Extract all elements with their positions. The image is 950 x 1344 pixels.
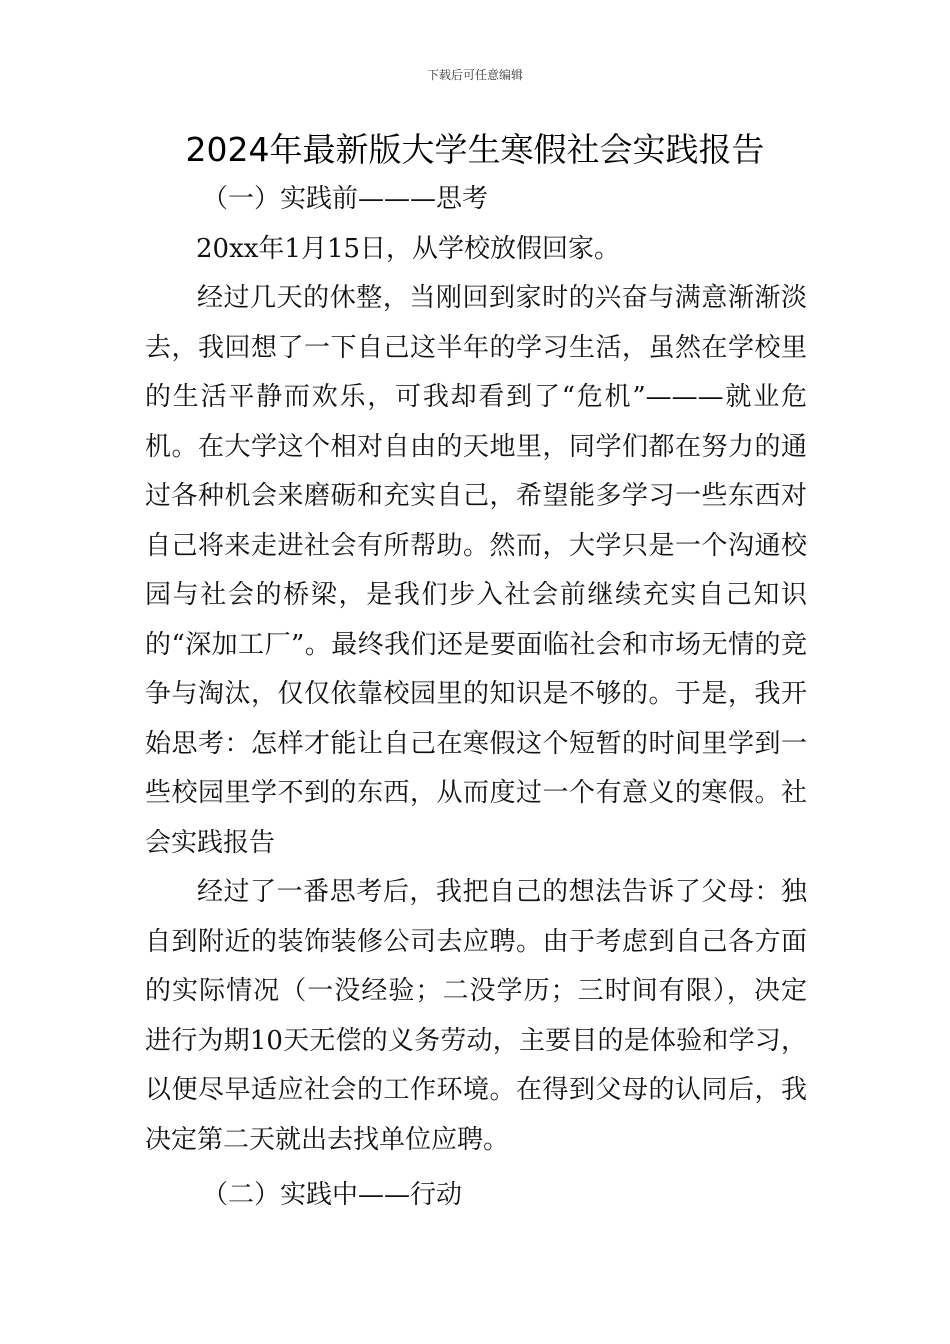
page-header-note: 下载后可任意编辑: [426, 68, 523, 82]
document-title: 2024年最新版大学生寒假社会实践报告: [185, 130, 765, 169]
section-heading-during-practice: （二）实践中——行动: [202, 1180, 463, 1210]
paragraph-decision: 经过了一番思考后，我把自己的想法告诉了父母：独自到附近的装饰装修公司去应聘。由于考虑到自己各方面的实际情况（一没经验；二没学历；三时间有限），决定进行为期10天无偿的义务劳动，主要目的是体验和学习，以便尽早适应社会的工作环境。在得到父母的认同后，我决定第二天就出去找单位应聘。: [145, 877, 807, 1155]
date-line: 20xx年1月15日，从学校放假回家。: [196, 234, 621, 264]
section-heading-before-practice: （一）实践前———思考: [202, 184, 489, 214]
paragraph-reflection: 经过几天的休整，当刚回到家时的兴奋与满意渐渐淡去，我回想了一下自己这半年的学习生活，虽然在学校里的生活平静而欢乐，可我却看到了“危机”———就业危机。在大学这个相对自由的天地里，同学们都在努力的通过各种机会来磨砺和充实自己，希望能多学习一些东西对自己将来走进社会有所帮助。然而，大学只是一个沟通校园与社会的桥梁，是我们步入社会前继续充实自己知识的“深加工厂”。最终我们还是要面临社会和市场无情的竞争与淘汰，仅仅依靠校园里的知识是不够的。于是，我开始思考：怎样才能让自己在寒假这个短暂的时间里学到一些校园里学不到的东西，从而度过一个有意义的寒假。社会实践报告: [145, 283, 807, 858]
